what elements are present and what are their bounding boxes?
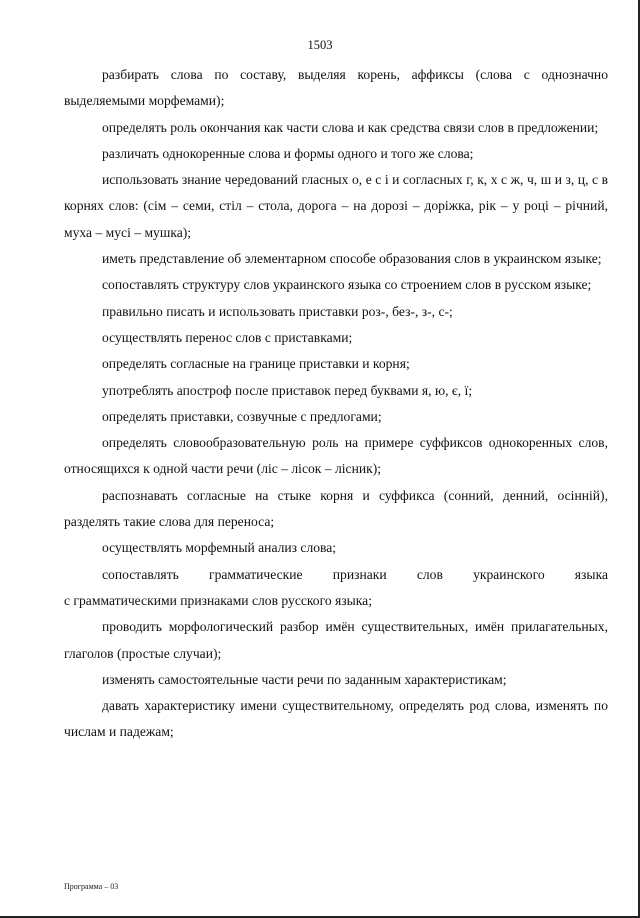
paragraph: изменять самостоятельные части речи по заданным характеристикам; <box>102 671 507 687</box>
paragraph: употреблять апостроф после приставок перед буквами я, ю, є, ї; <box>102 382 473 398</box>
paragraph: использовать знание чередований гласных о, е с і и согласных г, к, х с ж, ч, ш и з, ц, с в корнях слов: (сім – семи, стіл – стола, дорога – на дорозі – доріжка, рік – у році – річний, муха – мусі – мушка); <box>64 172 608 240</box>
paragraph: сопоставлять грамматические признаки слов украинского языка <box>102 566 608 582</box>
paragraph: проводить морфологический разбор имён существительных, имён прилагательных, глаголов (простые случаи); <box>64 619 608 661</box>
paragraph: определять приставки, созвучные с предлогами; <box>102 408 382 424</box>
footer-label: Программа – 03 <box>64 882 119 891</box>
paragraph: определять роль окончания как части слова и как средства связи слов в предложении; <box>102 119 599 135</box>
paragraph: сопоставлять структуру слов украинского языка со строением слов в русском языке; <box>102 277 592 293</box>
paragraph: различать однокоренные слова и формы одного и того же слова; <box>102 145 474 161</box>
paragraph: распознавать согласные на стыке корня и суффикса (сонний, денний, осінній), разделять такие слова для переноса; <box>64 487 608 530</box>
paragraph: осуществлять перенос слов с приставками; <box>102 329 353 345</box>
paragraph: давать характеристику имени существительному, определять род слова, изменять по числам и падежам; <box>64 698 608 740</box>
paragraph: правильно писать и использовать приставки роз-, без-, з-, с-; <box>102 303 453 319</box>
paragraph: иметь представление об элементарном способе образования слов в украинском языке; <box>102 251 602 267</box>
paragraph: осуществлять морфемный анализ слова; <box>102 540 337 556</box>
paragraph: определять словообразовательную роль на примере суффиксов однокоренных слов, относящихся к одной части речи (ліс – лісок – лісник); <box>64 435 608 477</box>
page-number: 1503 <box>307 38 333 52</box>
paragraph: разбирать слова по составу, выделяя корень, аффиксы (слова с однозначно выделяемыми морфемами); <box>64 67 608 109</box>
paragraph-continuation: с грамматическими признаками слов русского языка; <box>64 592 372 608</box>
document-body <box>64 62 608 746</box>
paragraph: определять согласные на границе приставки и корня; <box>102 356 410 372</box>
